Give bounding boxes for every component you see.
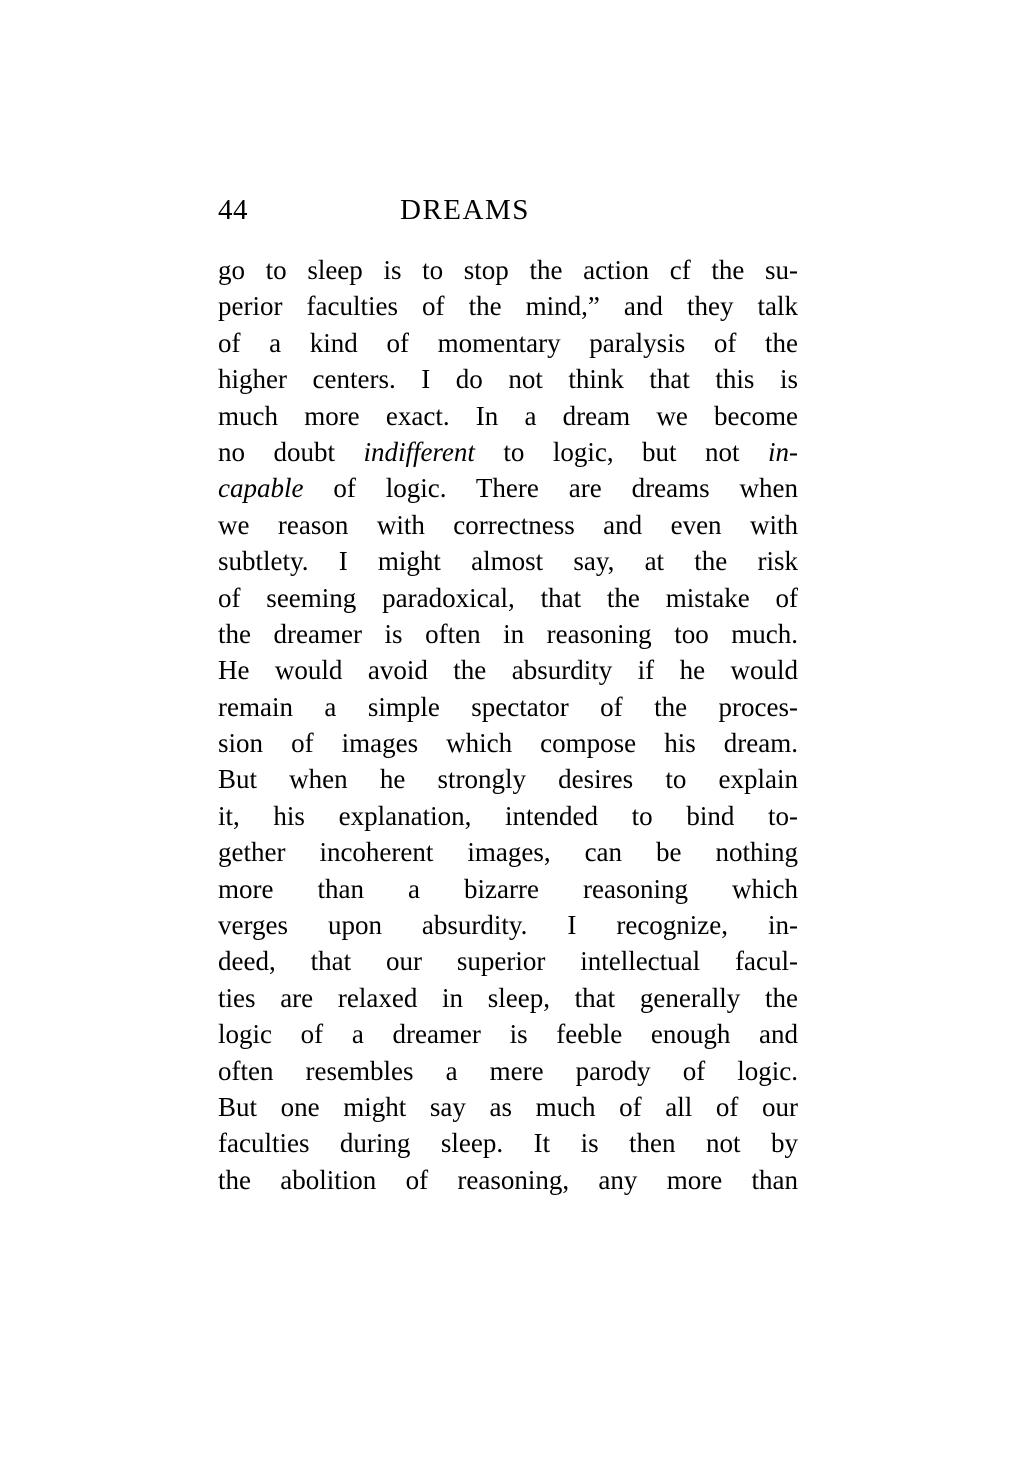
page-number: 44 [218,194,248,226]
text-line: it, his explanation, intended to bind to- [218,800,798,831]
text-line: But when he strongly desires to explain [218,764,798,795]
body-text [218,252,798,1198]
text-line: more than a bizarre reasoning which [218,873,798,904]
text-line: faculties during sleep. It is then not by [218,1128,798,1159]
text-line: go to sleep is to stop the action cf the su- [218,255,798,285]
page-header [218,190,798,230]
text-line: much more exact. In a dream we become [218,400,798,431]
text-line: the abolition of reasoning, any more than [218,1164,798,1195]
italic-word: in- [768,436,798,467]
running-head: DREAMS [400,194,530,226]
text-line: remain a simple spectator of the proces- [218,691,798,722]
text-line: But one might say as much of all of our [218,1091,798,1122]
text-line: logic of a dreamer is feeble enough and [218,1019,798,1050]
text-line: we reason with correctness and even with [218,509,798,540]
text-line: no doubt indifferent to logic, but not in- [218,436,798,467]
text-line: He would avoid the absurdity if he would [218,655,798,686]
text-line: verges upon absurdity. I recognize, in- [218,910,798,941]
italic-word: capable [218,473,304,504]
italic-word: indifferent [363,436,475,467]
text-line: of seeming paradoxical, that the mistake of [218,582,798,613]
text-line: sion of images which compose his dream. [218,728,798,759]
text-line: the dreamer is often in reasoning too much. [218,618,798,649]
text-line: gether incoherent images, can be nothing [218,837,798,868]
text-line: deed, that our superior intellectual facul- [218,946,798,977]
text-line: of a kind of momentary paralysis of the [218,327,798,358]
text-line: higher centers. I do not think that this is [218,364,798,395]
text-line: perior faculties of the mind,” and they talk [218,291,798,322]
text-line: subtlety. I might almost say, at the risk [218,546,798,577]
text-line: capable of logic. There are dreams when [218,473,798,504]
text-line: ties are relaxed in sleep, that generally the [218,982,798,1013]
text-line: often resembles a mere parody of logic. [218,1055,798,1086]
